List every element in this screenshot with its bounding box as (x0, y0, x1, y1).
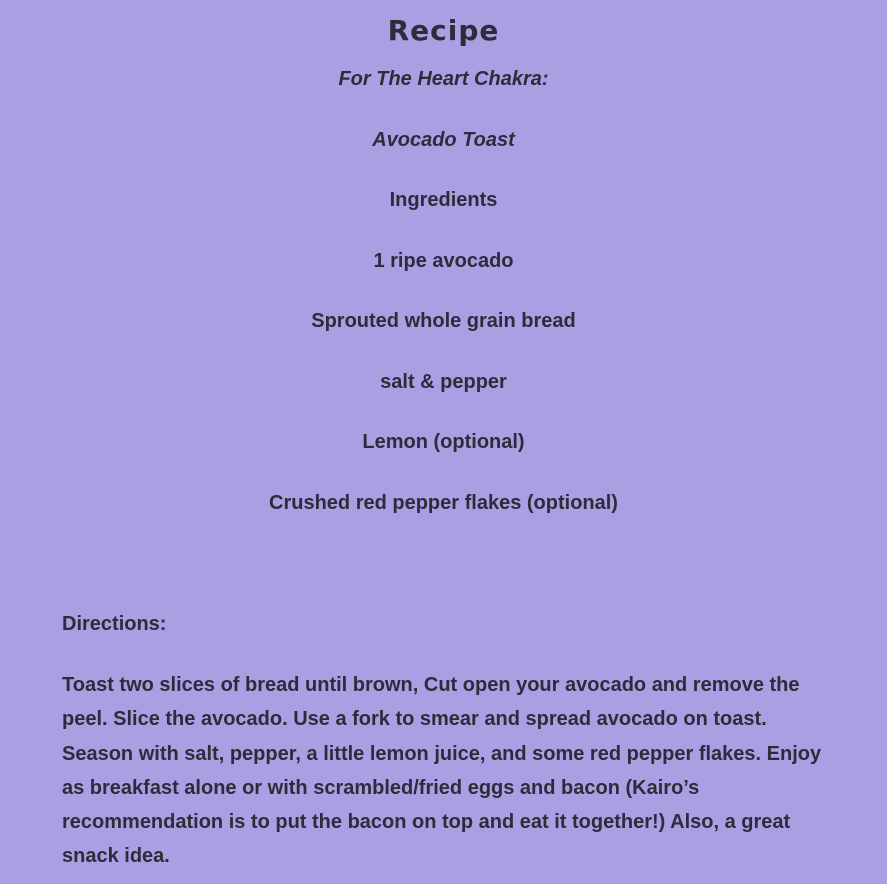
ingredients-heading: Ingredients (389, 189, 498, 211)
ingredient-item: 1 ripe avocado (373, 250, 514, 272)
directions-heading: Directions: (62, 613, 167, 635)
ingredient-item: Lemon (optional) (362, 431, 525, 453)
ingredient-item: Sprouted whole grain bread (311, 310, 576, 332)
directions-text: Toast two slices of bread until brown, Cut open your avocado and remove the peel. Slice the avocado. Use a fork to smear and spread avocado on toast. Season with salt, pepper, a little lemon juice, and some red pepper flakes. Enjoy as breakfast alone or with scrambled/fried eggs and bacon (Kairo’s recommendation is to put the bacon on top and eat it together!) Also, a great snack idea. (62, 674, 822, 868)
page-title: Recipe (387, 14, 500, 47)
dish-name: Avocado Toast (372, 129, 515, 151)
recipe-subtitle: For The Heart Chakra: (338, 68, 549, 90)
ingredient-item: salt & pepper (380, 371, 507, 393)
ingredient-item: Crushed red pepper flakes (optional) (269, 492, 618, 514)
